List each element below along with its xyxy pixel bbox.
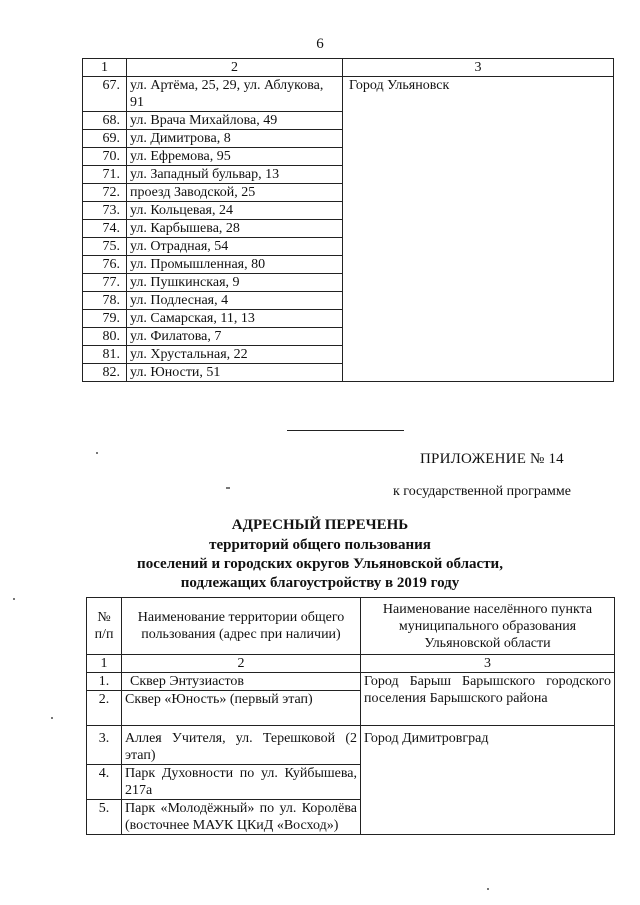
appendix-title: ПРИЛОЖЕНИЕ № 14 [420, 451, 564, 467]
row-number: 82. [83, 364, 127, 382]
row-number: 69. [83, 130, 127, 148]
column-number-row [83, 59, 614, 77]
row-number: 72. [83, 184, 127, 202]
row-territory: Парк «Молодёжный» по ул. Королёва (восточнее МАУК ЦКиД «Восход») [122, 800, 361, 835]
row-number: 74. [83, 220, 127, 238]
row-number: 81. [83, 346, 127, 364]
table-row [83, 77, 614, 112]
territories-table [86, 597, 615, 835]
row-address: ул. Хрустальная, 22 [127, 346, 343, 364]
row-address: ул. Пушкинская, 9 [127, 274, 343, 292]
table-header-row [87, 598, 615, 655]
row-address: ул. Филатова, 7 [127, 328, 343, 346]
column-number-2: 2 [122, 655, 361, 673]
city-cell: Город Ульяновск [343, 77, 614, 382]
row-territory: Сквер «Юность» (первый этап) [122, 691, 361, 726]
row-number: 79. [83, 310, 127, 328]
row-address: ул. Димитрова, 8 [127, 130, 343, 148]
column-number-3: 3 [343, 59, 614, 77]
settlement-dimitrovgrad: Город Димитровград [361, 726, 615, 835]
row-address: ул. Артёма, 25, 29, ул. Аблукова, 91 [127, 77, 343, 112]
list-heading-line-3: подлежащих благоустройству в 2019 году [180, 575, 460, 591]
row-address: ул. Кольцевая, 24 [127, 202, 343, 220]
row-territory: Сквер Энтузиастов [122, 673, 361, 691]
row-number: 80. [83, 328, 127, 346]
row-number: 2. [87, 691, 122, 726]
column-number-2: 2 [127, 59, 343, 77]
row-number: 4. [87, 765, 122, 800]
header-settlement: Наименование населённого пункта муниципального образования Ульяновской области [361, 598, 615, 655]
row-address: ул. Ефремова, 95 [127, 148, 343, 166]
scan-speck [226, 487, 230, 489]
row-number: 67. [83, 77, 127, 112]
row-number: 78. [83, 292, 127, 310]
section-divider [287, 430, 404, 431]
scan-speck [487, 888, 489, 890]
header-territory: Наименование территории общего пользования (адрес при наличии) [122, 598, 361, 655]
header-number: № п/п [87, 598, 122, 655]
row-address: ул. Карбышева, 28 [127, 220, 343, 238]
table-row [87, 726, 615, 765]
row-address: проезд Заводской, 25 [127, 184, 343, 202]
row-address: ул. Врача Михайлова, 49 [127, 112, 343, 130]
scan-speck [96, 452, 98, 454]
row-number: 70. [83, 148, 127, 166]
row-number: 77. [83, 274, 127, 292]
row-address: ул. Самарская, 11, 13 [127, 310, 343, 328]
row-number: 1. [87, 673, 122, 691]
row-address: ул. Подлесная, 4 [127, 292, 343, 310]
table-row [87, 673, 615, 691]
column-number-1: 1 [87, 655, 122, 673]
row-number: 68. [83, 112, 127, 130]
row-number: 5. [87, 800, 122, 835]
list-heading-line-2: поселений и городских округов Ульяновской области, [137, 556, 503, 572]
row-number: 71. [83, 166, 127, 184]
row-number: 3. [87, 726, 122, 765]
row-address: ул. Отрадная, 54 [127, 238, 343, 256]
list-heading: АДРЕСНЫЙ ПЕРЕЧЕНЬ [231, 517, 409, 533]
appendix-subtitle: к государственной программе [393, 484, 571, 499]
row-territory: Парк Духовности по ул. Куйбышева, 217а [122, 765, 361, 800]
row-address: ул. Юности, 51 [127, 364, 343, 382]
column-number-row [87, 655, 615, 673]
scan-speck [13, 598, 15, 600]
addresses-table-continued [82, 58, 614, 382]
row-territory: Аллея Учителя, ул. Терешковой (2 этап) [122, 726, 361, 765]
row-number: 76. [83, 256, 127, 274]
column-number-1: 1 [83, 59, 127, 77]
column-number-3: 3 [361, 655, 615, 673]
row-number: 75. [83, 238, 127, 256]
page-number: 6 [316, 36, 324, 52]
settlement-barysh: Город Барыш Барышского городского поселения Барышского района [361, 673, 615, 726]
row-address: ул. Промышленная, 80 [127, 256, 343, 274]
list-heading-line-1: территорий общего пользования [209, 537, 431, 553]
scan-speck [51, 717, 53, 719]
row-number: 73. [83, 202, 127, 220]
row-address: ул. Западный бульвар, 13 [127, 166, 343, 184]
